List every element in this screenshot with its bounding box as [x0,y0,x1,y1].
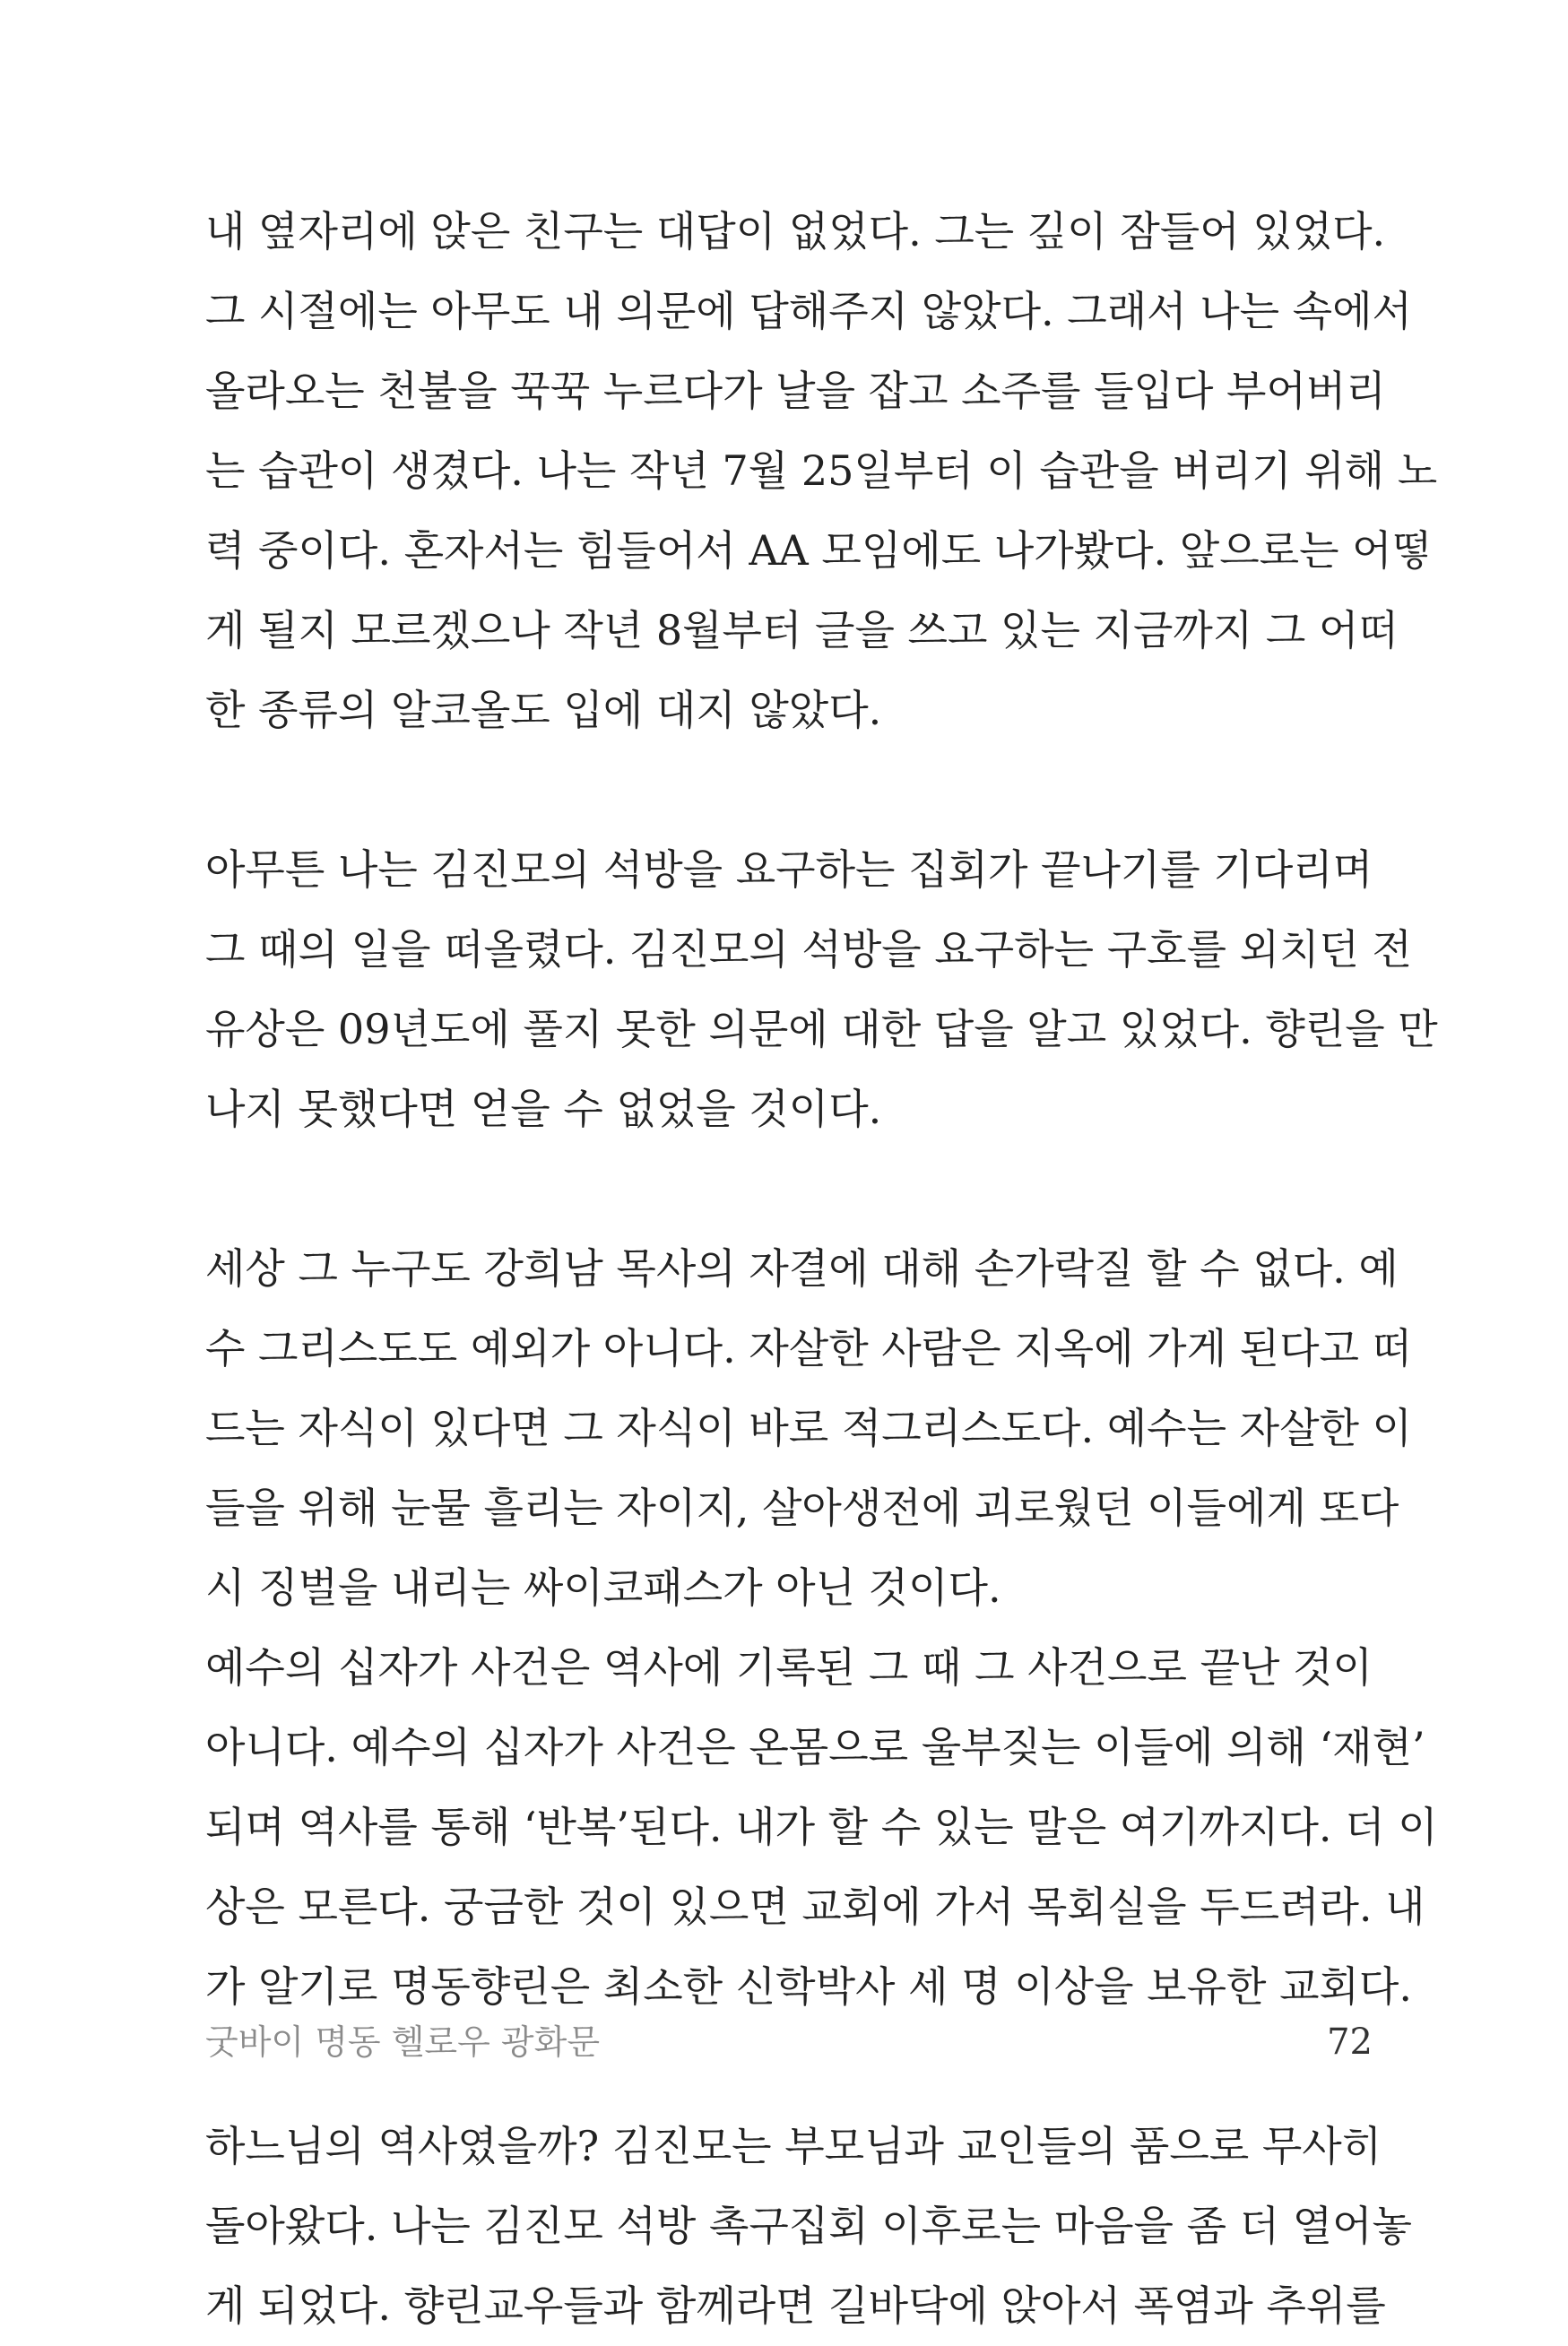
text-line: 게 될지 모르겠으나 작년 8월부터 글을 쓰고 있는 지금까지 그 어떠 [205,606,1399,654]
page-number: 72 [1327,2021,1373,2063]
paragraph-gap [205,1149,1373,1229]
text-line: 력 중이다. 혼자서는 힘들어서 AA 모임에도 나가봤다. 앞으로는 어떻 [205,526,1432,575]
text-line: 세상 그 누구도 강희남 목사의 자결에 대해 손가락질 할 수 없다. 예 [205,1244,1399,1293]
text-line: 는 습관이 생겼다. 나는 작년 7월 25일부터 이 습관을 버리기 위해 노 [205,446,1438,495]
text-line: 시 징벌을 내리는 싸이코패스가 아닌 것이다. [205,1563,1001,1612]
text-line: 나지 못했다면 얻을 수 없었을 것이다. [205,1085,882,1133]
paragraph-1 [205,192,1438,750]
text-line: 올라오는 천불을 꾹꾹 누르다가 날을 잡고 소주를 들입다 부어버리 [205,367,1386,415]
text-line: 유상은 09년도에 풀지 못한 의문에 대한 답을 알고 있었다. 향린을 만 [205,1005,1438,1053]
text-line: 상은 모른다. 궁금한 것이 있으면 교회에 가서 목회실을 두드려라. 내 [205,1883,1425,1931]
paragraph-3 [205,1229,1438,2027]
text-line: 그 때의 일을 떠올렸다. 김진모의 석방을 요구하는 구호를 외치던 전 [205,925,1412,974]
text-line: 되며 역사를 통해 ‘반복’된다. 내가 할 수 있는 말은 여기까지다. 더 이 [205,1803,1438,1851]
page-footer [205,2015,1373,2069]
text-line: 돌아왔다. 나는 김진모 석방 촉구집회 이후로는 마음을 좀 더 열어놓 [205,2202,1412,2250]
text-line: 드는 자식이 있다면 그 자식이 바로 적그리스도다. 예수는 자살한 이 [205,1404,1412,1452]
text-line: 한 종류의 알코올도 입에 대지 않았다. [205,686,882,734]
text-line: 아니다. 예수의 십자가 사건은 온몸으로 울부짖는 이들에 의해 ‘재현’ [205,1723,1425,1771]
text-line: 내 옆자리에 앉은 친구는 대답이 없었다. 그는 깊이 잠들어 있었다. [205,207,1386,255]
running-title: 굿바이 명동 헬로우 광화문 [205,2022,601,2062]
text-line: 들을 위해 눈물 흘리는 자이지, 살아생전에 괴로웠던 이들에게 또다 [205,1484,1399,1532]
text-line: 수 그리스도도 예외가 아니다. 자살한 사람은 지옥에 가게 된다고 떠 [205,1324,1412,1372]
paragraph-2 [205,830,1438,1149]
text-line: 가 알기로 명동향린은 최소한 신학박사 세 명 이상을 보유한 교회다. [205,1962,1412,2011]
text-line: 그 시절에는 아무도 내 의문에 답해주지 않았다. 그래서 나는 속에서 [205,287,1412,335]
paragraph-4 [205,2107,1412,2346]
paragraph-gap [205,750,1373,830]
text-line: 하느님의 역사였을까? 김진모는 부모님과 교인들의 품으로 무사히 [205,2122,1382,2170]
text-line: 게 되었다. 향린교우들과 함께라면 길바닥에 앉아서 폭염과 추위를 [205,2281,1386,2330]
text-line: 예수의 십자가 사건은 역사에 기록된 그 때 그 사건으로 끝난 것이 [205,1643,1373,1692]
text-line: 아무튼 나는 김진모의 석방을 요구하는 집회가 끝나기를 기다리며 [205,845,1373,894]
